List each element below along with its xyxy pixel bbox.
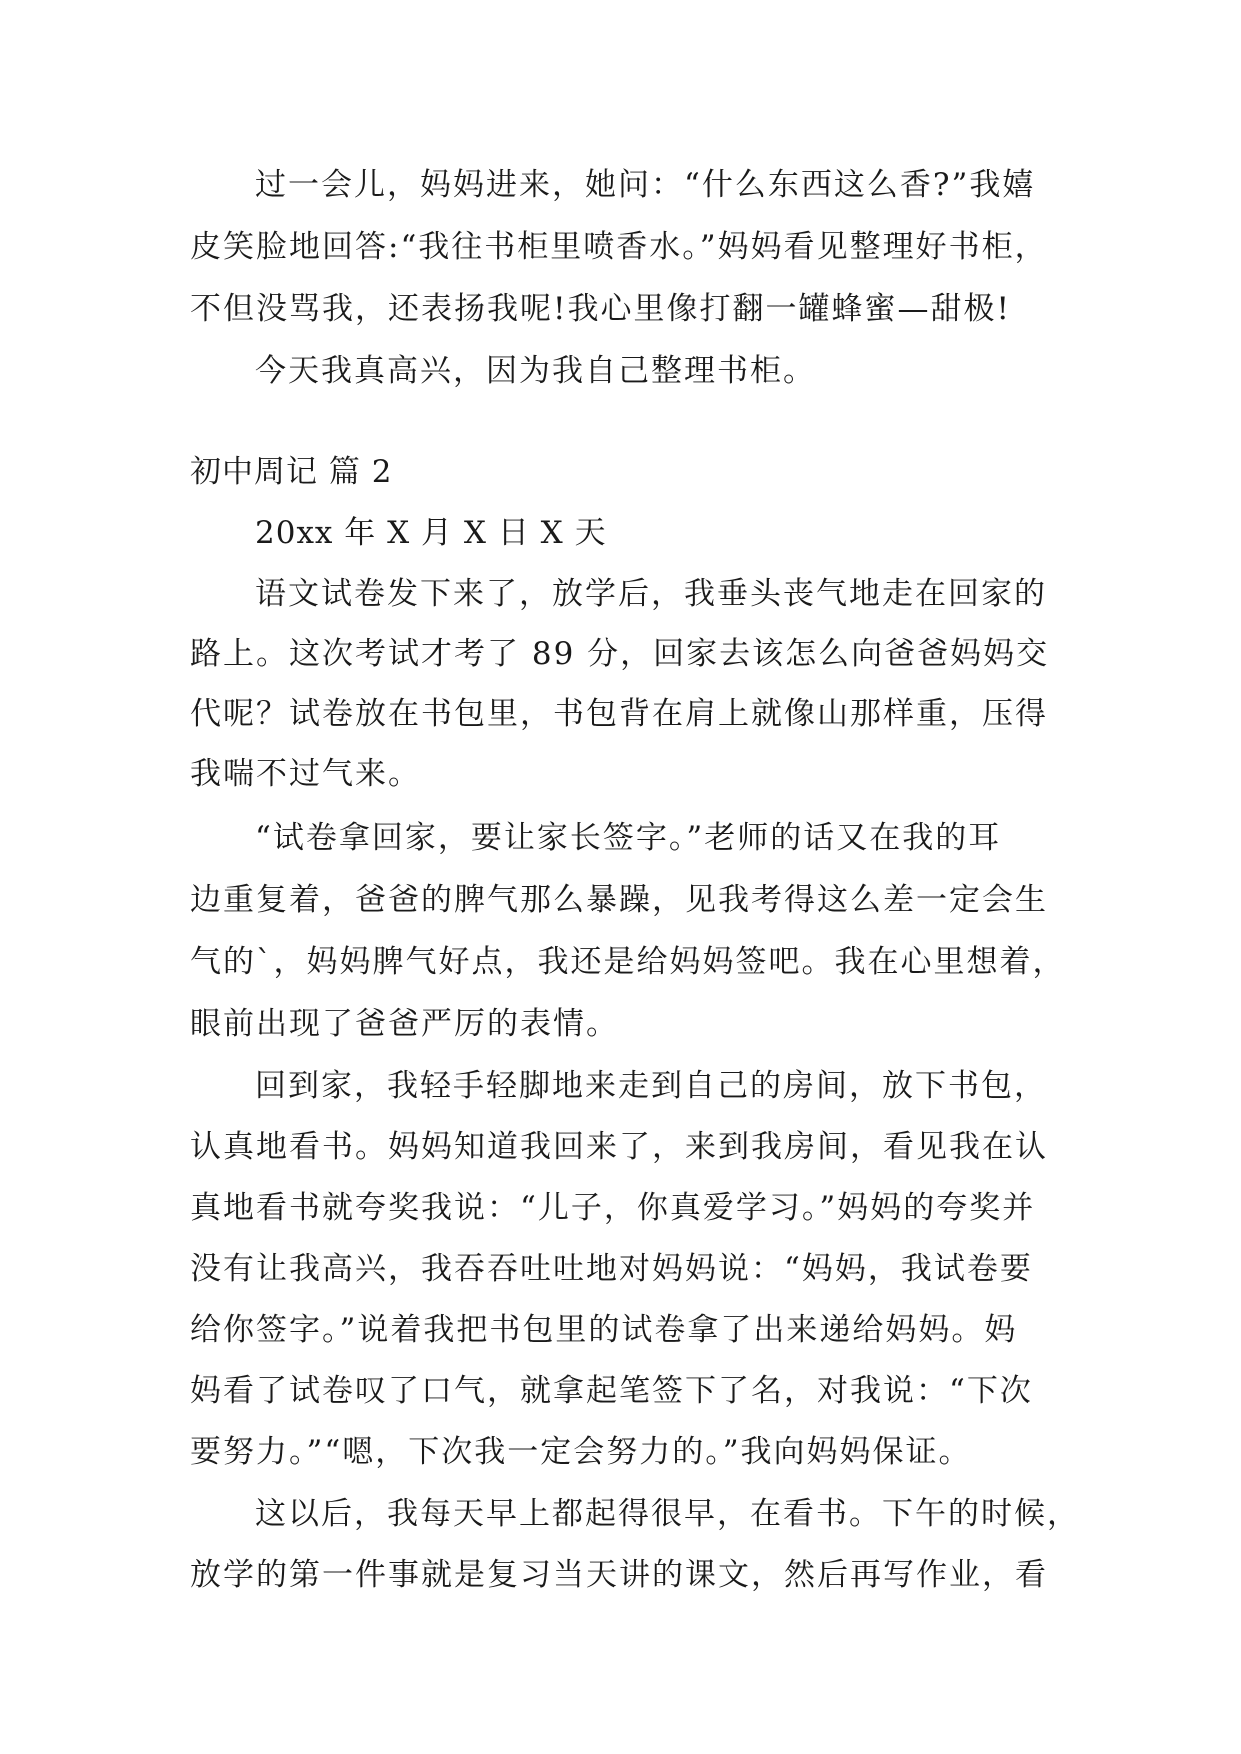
paragraph-line: 认真地看书。妈妈知道我回来了，来到我房间，看见我在认 <box>190 1129 1048 1165</box>
paragraph-line: 路上。这次考试才考了 89 分，回家去该怎么向爸爸妈妈交 <box>190 636 1050 672</box>
paragraph-line: 今天我真高兴，因为我自己整理书柜。 <box>255 353 816 389</box>
paragraph-line: 我喘不过气来。 <box>190 756 421 792</box>
diary-date: 20xx 年 X 月 X 日 X 天 <box>255 515 607 551</box>
paragraph-line: 眼前出现了爸爸严厉的表情。 <box>190 1006 619 1042</box>
paragraph-line: 放学的第一件事就是复习当天讲的课文，然后再写作业，看 <box>190 1557 1048 1593</box>
paragraph-line: 不但没骂我，还表扬我呢!我心里像打翻一罐蜂蜜—甜极! <box>190 291 1011 327</box>
paragraph-line: 代呢？试卷放在书包里，书包背在肩上就像山那样重，压得 <box>190 696 1048 732</box>
paragraph-line: 这以后，我每天早上都起得很早，在看书。下午的时候， <box>255 1496 1080 1532</box>
paragraph-line: 语文试卷发下来了，放学后，我垂头丧气地走在回家的 <box>255 576 1047 612</box>
paragraph-line: 要努力。”“嗯，下次我一定会努力的。”我向妈妈保证。 <box>190 1434 972 1470</box>
paragraph-line: 边重复着，爸爸的脾气那么暴躁，见我考得这么差一定会生 <box>190 882 1048 918</box>
paragraph-line: 真地看书就夸奖我说：“儿子，你真爱学习。”妈妈的夸奖并 <box>190 1190 1036 1226</box>
paragraph-line: 皮笑脸地回答:“我往书柜里喷香水。”妈妈看见整理好书柜， <box>190 229 1048 265</box>
paragraph-line: 气的`，妈妈脾气好点，我还是给妈妈签吧。我在心里想着， <box>190 944 1066 980</box>
paragraph-line: 妈看了试卷叹了口气，就拿起笔签下了名，对我说：“下次 <box>190 1373 1033 1409</box>
paragraph-line: 给你签字。”说着我把书包里的试卷拿了出来递给妈妈。妈 <box>190 1312 1018 1348</box>
paragraph-line: “试卷拿回家，要让家长签字。”老师的话又在我的耳 <box>255 820 1002 856</box>
paragraph-line: 过一会儿，妈妈进来，她问：“什么东西这么香?”我嬉 <box>255 167 1036 203</box>
paragraph-line: 没有让我高兴，我吞吞吐吐地对妈妈说：“妈妈，我试卷要 <box>190 1251 1033 1287</box>
paragraph-line: 回到家，我轻手轻脚地来走到自己的房间，放下书包， <box>255 1068 1047 1104</box>
section-heading: 初中周记 篇 2 <box>190 454 393 490</box>
